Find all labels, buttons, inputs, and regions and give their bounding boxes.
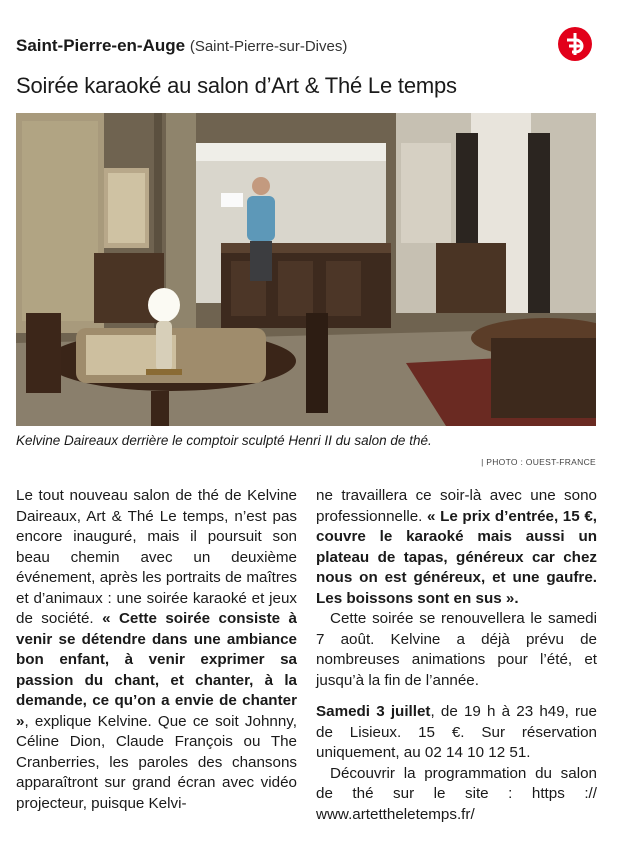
article-kicker <box>16 36 347 56</box>
paragraph-text: ne travaillera ce soir-là avec une sono professionnelle. <box>316 487 597 525</box>
article-title: Soirée karaoké au salon d’Art & Thé Le temps <box>16 73 457 98</box>
article-paragraph <box>316 486 597 609</box>
event-details: , de 19 h à 23 h49, rue de Lisieux. 15 €. Sur réservation uniquement, au 02 14 10 12 51. <box>316 703 597 761</box>
website-paragraph: Découvrir la programmation du salon de thé sur le site : https :// www.artettheletemps.fr/ <box>316 764 597 823</box>
paragraph-text: Le tout nouveau salon de thé de Kelvine Daireaux, Art & Thé Le temps, n’est pas encore inauguré, mais il poursuit son beau chemin avec un deuxième événement, après les portraits de maîtres et d’animaux : une soirée karaoké et jeux de société. <box>16 487 297 627</box>
ouest-france-logo-icon <box>558 27 592 61</box>
article-column-2 <box>316 486 597 825</box>
article-paragraph <box>16 486 297 814</box>
paragraph-text: , explique Kelvine. Que ce soit Johnny, Céline Dion, Claude François ou The Cranberries, les paroles des chansons apparaîtront sur grand écran avec vidéo projecteur, puisque Kelvi- <box>16 712 297 812</box>
practical-info <box>316 702 597 764</box>
location-label: Saint-Pierre-en-Auge <box>16 36 186 55</box>
quote-text: « Le prix d’entrée, 15 €, couvre le karaoké mais aussi un plateau de tapas, généreux car chez nous on est généreux, et une gaufre. Les boissons sont en sus ». <box>316 507 597 607</box>
quote-text: « Cette soirée consiste à venir se détendre dans une ambiance bon enfant, à venir exprimer sa passion du chant, et chanter, à la demande, ce qu’on a envie de chanter » <box>16 610 297 730</box>
article-photo <box>16 113 596 426</box>
photo-credit: | PHOTO : OUEST-FRANCE <box>481 457 596 467</box>
location-detail: (Saint-Pierre-sur-Dives) <box>189 38 348 55</box>
article-column-1 <box>16 486 297 814</box>
article-paragraph: Cette soirée se renouvellera le samedi 7 août. Kelvine a déjà prévu de nombreuses animations pour l’été, et jusqu’à la fin de l’année. <box>316 610 597 689</box>
photo-caption: Kelvine Daireaux derrière le comptoir sculpté Henri II du salon de thé. <box>16 433 432 448</box>
event-date: Samedi 3 juillet <box>316 703 431 720</box>
